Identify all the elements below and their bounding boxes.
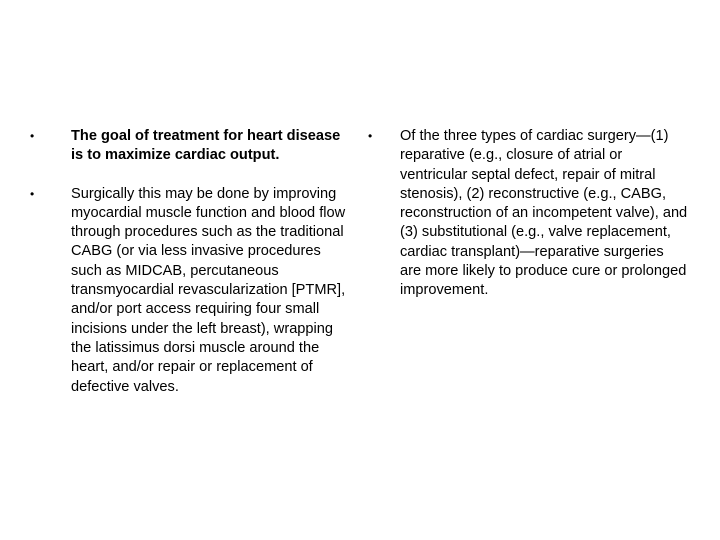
bullet-item-surgery-types (368, 127, 688, 301)
surgery-types-text: Of the three types of cardiac surgery—(1) reparative (e.g., closure of atrial or ventricular septal defect, repair of mitral stenosis), (2) reconstructive (e.g., CABG, reconstruction of an incompetent valve), and (3) substitutional (e.g., valve replacement, cardiac transplant)—reparative surgeries are more likely to produce cure or prolonged improvement. (400, 128, 688, 299)
bullet-item-surgical-options (30, 185, 350, 397)
bullet-item-treatment-goal (30, 127, 350, 166)
bullet-icon: • (368, 129, 373, 143)
right-column (368, 127, 688, 320)
left-column (30, 127, 350, 416)
surgical-options-text: Surgically this may be done by improving myocardial muscle function and blood flow through procedures such as the traditional CABG (or via less invasive procedures such as MIDCAB, percutaneous transmyocardial revascularization [PTMR], and/or port access requiring four small incisions under the left breast), wrapping the latissimus dorsi muscle around the heart, and/or repair or replacement of defective valves. (71, 185, 346, 395)
bullet-icon: • (30, 186, 35, 201)
bullet-icon: • (30, 129, 35, 143)
treatment-goal-text: The goal of treatment for heart disease is to maximize cardiac output. (71, 128, 341, 164)
